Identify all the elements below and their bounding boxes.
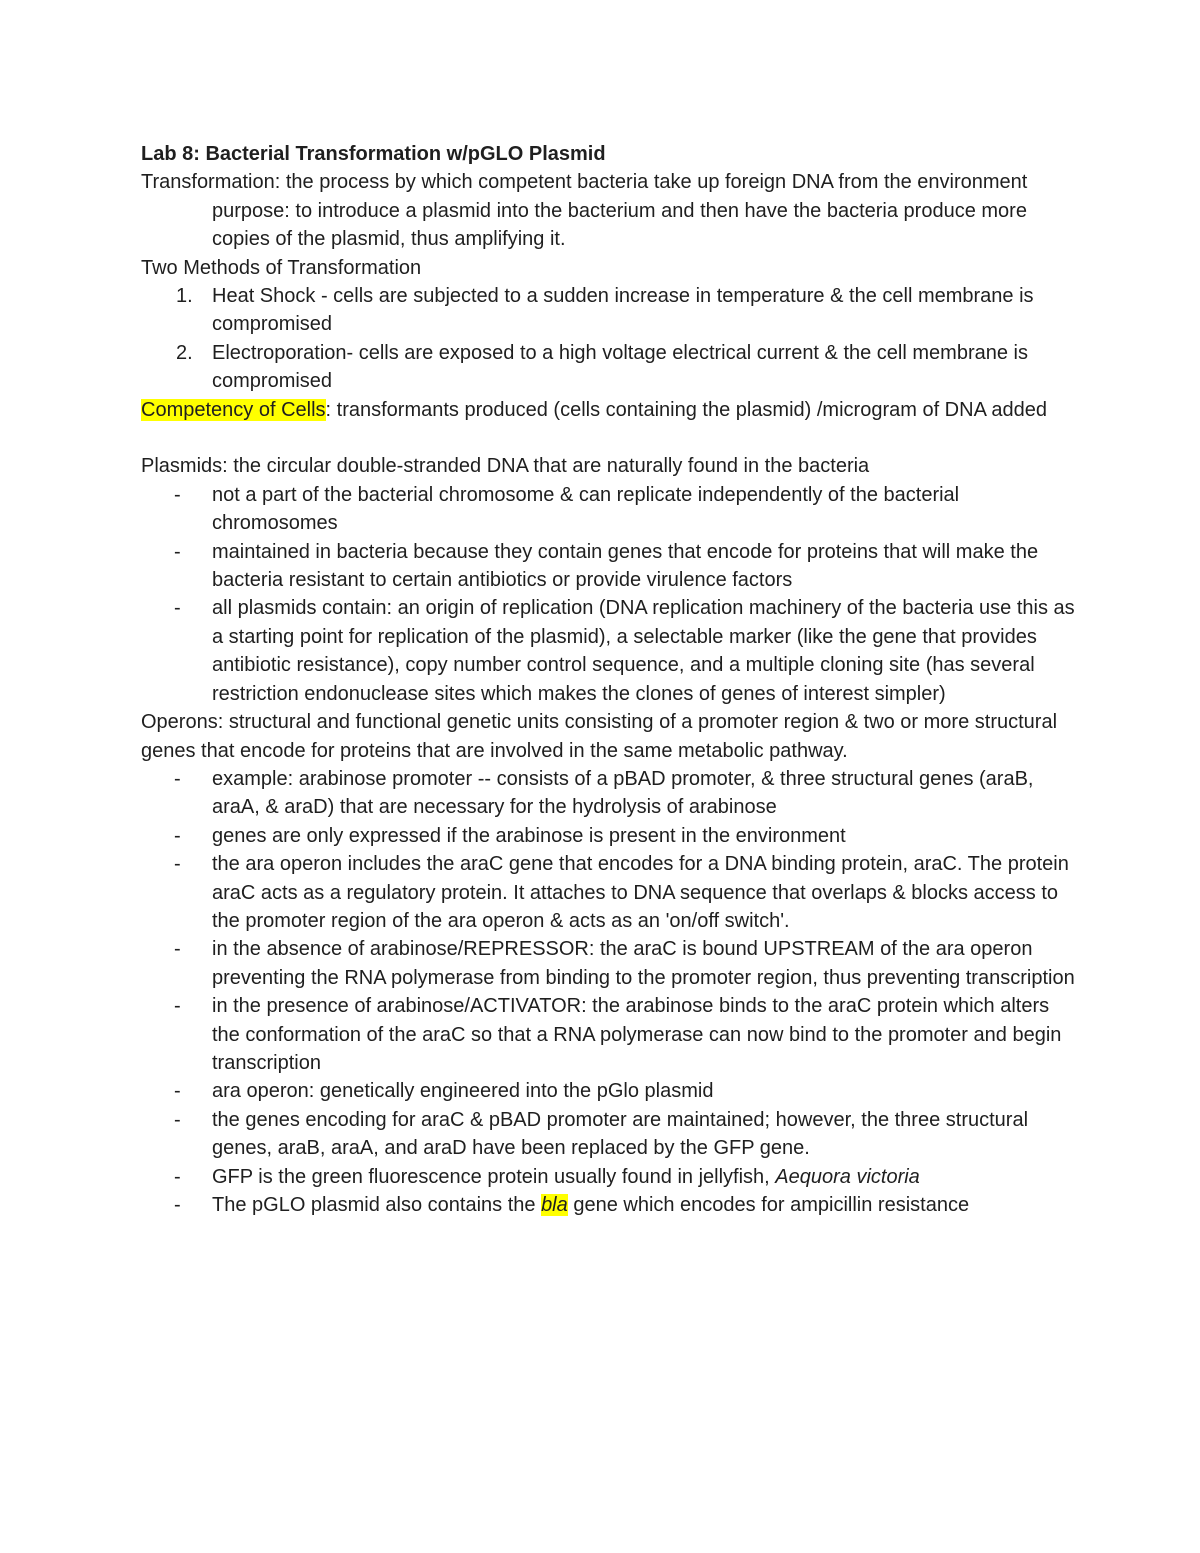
list-item-text: example: arabinose promoter -- consists of a pBAD promoter, & three structural genes (araB, araA, & araD) that are necessary for the hydrolysis of arabinose	[212, 767, 1034, 819]
list-item-text: all plasmids contain: an origin of replication (DNA replication machinery of the bacteria use this as a starting point for replication of the plasmid), a selectable marker (like the gene that provides antibiotic resistance), copy number control sequence, and a multiple cloning site (has several restriction endonuclease sites which makes the clones of genes of interest simpler)	[212, 597, 1075, 705]
bullet-dash: -	[174, 1194, 181, 1217]
list-item-text: GFP is the green fluorescence protein usually found in jellyfish,	[212, 1165, 776, 1188]
list-number: 1.	[176, 285, 193, 308]
list-item-text: ara operon: genetically engineered into the pGlo plasmid	[212, 1080, 714, 1103]
list-item-text: the genes encoding for araC & pBAD promoter are maintained; however, the three structural genes, araB, araA, and araD have been replaced by the GFP gene.	[212, 1108, 1029, 1160]
species-name: Aequora victoria	[775, 1165, 920, 1188]
list-item-bla	[141, 1191, 1081, 1219]
list-item	[141, 822, 1081, 850]
bullet-dash: -	[174, 995, 181, 1018]
document-title: Lab 8: Bacterial Transformation w/pGLO Plasmid	[141, 143, 606, 165]
bullet-dash: -	[174, 824, 181, 847]
bullet-dash: -	[174, 767, 181, 790]
bullet-dash: -	[174, 540, 181, 563]
list-item-text-end: gene which encodes for ampicillin resistance	[567, 1194, 970, 1217]
methods-heading: Two Methods of Transformation	[141, 256, 422, 279]
transformation-definition: Transformation: the process by which competent bacteria take up foreign DNA from the environment	[141, 171, 1028, 194]
list-item	[141, 850, 1081, 935]
method-text: Electroporation- cells are exposed to a high voltage electrical current & the cell membrane is compromised	[212, 341, 1028, 393]
bullet-dash: -	[174, 1080, 181, 1103]
method-item-electroporation	[141, 339, 1081, 396]
list-item-text: in the presence of arabinose/ACTIVATOR: the arabinose binds to the araC protein which alters the conformation of the araC so that a RNA polymerase can now bind to the promoter and begin transcription	[212, 995, 1062, 1074]
bullet-dash: -	[174, 597, 181, 620]
purpose-text: purpose: to introduce a plasmid into the bacterium and then have the bacteria produce more copies of the plasmid, thus amplifying it.	[212, 199, 1027, 251]
list-item	[141, 992, 1081, 1077]
document-page	[141, 140, 1081, 1219]
bullet-dash: -	[174, 938, 181, 961]
list-item-text: genes are only expressed if the arabinose is present in the environment	[212, 824, 846, 847]
list-item	[141, 538, 1081, 595]
list-item	[141, 1106, 1081, 1163]
list-item	[141, 935, 1081, 992]
list-item	[141, 594, 1081, 708]
blank-line	[141, 424, 1081, 452]
competency-term-highlight: Competency of Cells	[141, 398, 326, 421]
list-item	[141, 765, 1081, 822]
list-item-text: The pGLO plasmid also contains the	[212, 1194, 542, 1217]
list-item-text: in the absence of arabinose/REPRESSOR: the araC is bound UPSTREAM of the ara operon preventing the RNA polymerase from binding to the promoter region, thus preventing transcription	[212, 938, 1075, 989]
bullet-dash: -	[174, 1108, 181, 1131]
method-text: Heat Shock - cells are subjected to a sudden increase in temperature & the cell membrane is compromised	[212, 285, 1034, 336]
list-item-text: not a part of the bacterial chromosome & can replicate independently of the bacterial chromosomes	[212, 483, 960, 535]
list-item-text: maintained in bacteria because they contain genes that encode for proteins that will make the bacteria resistant to certain antibiotics or provide virulence factors	[212, 540, 1039, 592]
list-number: 2.	[176, 341, 193, 364]
bla-gene-highlight: bla	[541, 1194, 568, 1217]
list-item-text: the ara operon includes the araC gene that encodes for a DNA binding protein, araC. The protein araC acts as a regulatory protein. It attaches to DNA sequence that overlaps & blocks access to the promoter region of the ara operon & acts as an 'on/off switch'.	[212, 853, 1069, 932]
list-item	[141, 481, 1081, 538]
bullet-dash: -	[174, 853, 181, 876]
list-item-gfp	[141, 1163, 1081, 1191]
bullet-dash: -	[174, 483, 181, 506]
competency-text: : transformants produced (cells containing the plasmid) /microgram of DNA added	[325, 398, 1047, 421]
method-item-heat-shock	[141, 282, 1081, 339]
list-item	[141, 1077, 1081, 1105]
competency-definition	[141, 396, 1081, 424]
bullet-dash: -	[174, 1165, 181, 1188]
plasmids-definition: Plasmids: the circular double-stranded DNA that are naturally found in the bacteria	[141, 455, 870, 478]
operons-definition: Operons: structural and functional genetic units consisting of a promoter region & two or more structural genes that encode for proteins that are involved in the same metabolic pathway.	[141, 711, 1058, 762]
